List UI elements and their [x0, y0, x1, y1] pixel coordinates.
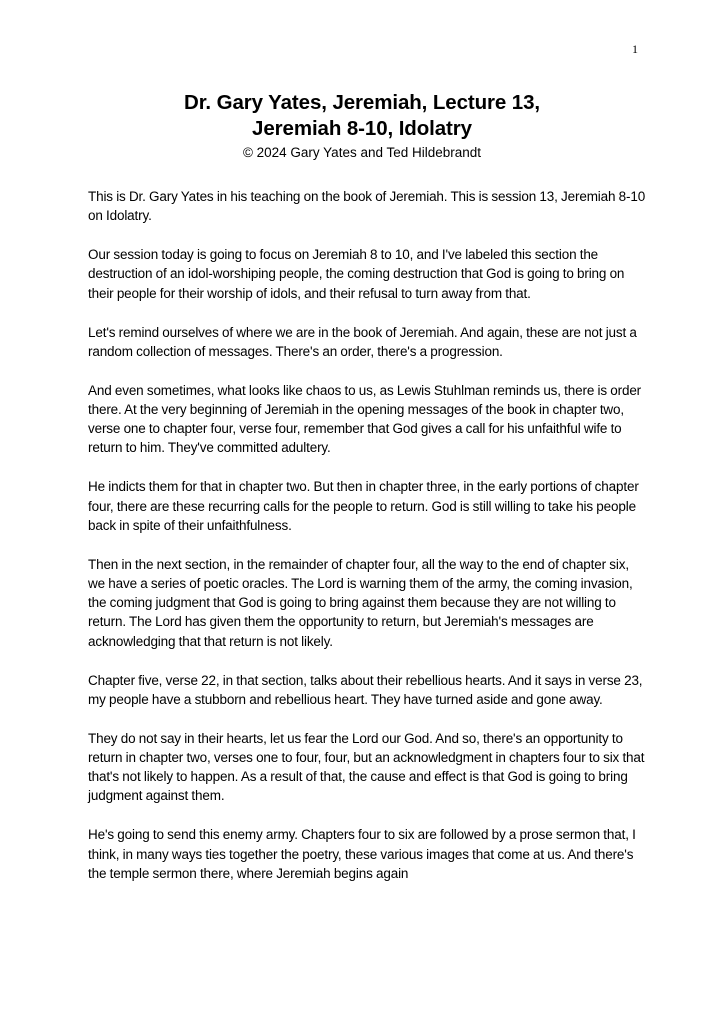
- page-number: 1: [632, 42, 638, 56]
- title-block: [90, 90, 634, 162]
- paragraph: He indicts them for that in chapter two. But then in chapter three, in the early portions of chapter four, there are these recurring calls for the people to return. God is still willing to take his people back in spite of their unfaithfulness.: [88, 479, 639, 533]
- paragraph: Then in the next section, in the remainder of chapter four, all the way to the end of chapter six, we have a series of poetic oracles. The Lord is warning them of the army, the coming invasion, the coming judgment that God is going to bring against them because they are not willing to return. The Lord has given them the opportunity to return, but Jeremiah's messages are acknowledging that that return is not likely.: [88, 556, 633, 649]
- paragraph: Our session today is going to focus on Jeremiah 8 to 10, and I've labeled this section the destruction of an idol-worshiping people, the coming destruction that God is going to bring on their people for their worship of idols, and their refusal to turn away from that.: [88, 247, 625, 301]
- document-title-line-2: Jeremiah 8-10, Idolatry: [252, 117, 472, 140]
- paragraph: And even sometimes, what looks like chaos to us, as Lewis Stuhlman reminds us, there is order there. At the very beginning of Jeremiah in the opening messages of the book in chapter two, verse one to chapter four, verse four, remember that God gives a call for his unfaithful wife to return to him. They've committed adultery.: [88, 382, 642, 456]
- paragraph: They do not say in their hearts, let us fear the Lord our God. And so, there's an opportunity to return in chapter two, verses one to four, four, but an acknowledgment in chapters four to six that that's not likely to happen. As a result of that, the cause and effect is that God is going to bring judgment against them.: [88, 730, 645, 804]
- paragraph: Let's remind ourselves of where we are in the book of Jeremiah. And again, these are not just a random collection of messages. There's an order, there's a progression.: [88, 324, 637, 359]
- paragraph: Chapter five, verse 22, in that section, talks about their rebellious hearts. And it says in verse 23, my people have a stubborn and rebellious heart. They have turned aside and gone away.: [88, 672, 643, 707]
- copyright-notice: © 2024 Gary Yates and Ted Hildebrandt: [242, 145, 482, 160]
- document-body: [88, 187, 648, 883]
- paragraph: This is Dr. Gary Yates in his teaching on the book of Jeremiah. This is session 13, Jeremiah 8-10 on Idolatry.: [88, 189, 646, 224]
- paragraph: He's going to send this enemy army. Chapters four to six are followed by a prose sermon that, I think, in many ways ties together the poetry, these various images that come at us. And there's the temple sermon there, where Jeremiah begins again: [88, 827, 636, 881]
- document-title-line-1: Dr. Gary Yates, Jeremiah, Lecture 13,: [183, 91, 541, 114]
